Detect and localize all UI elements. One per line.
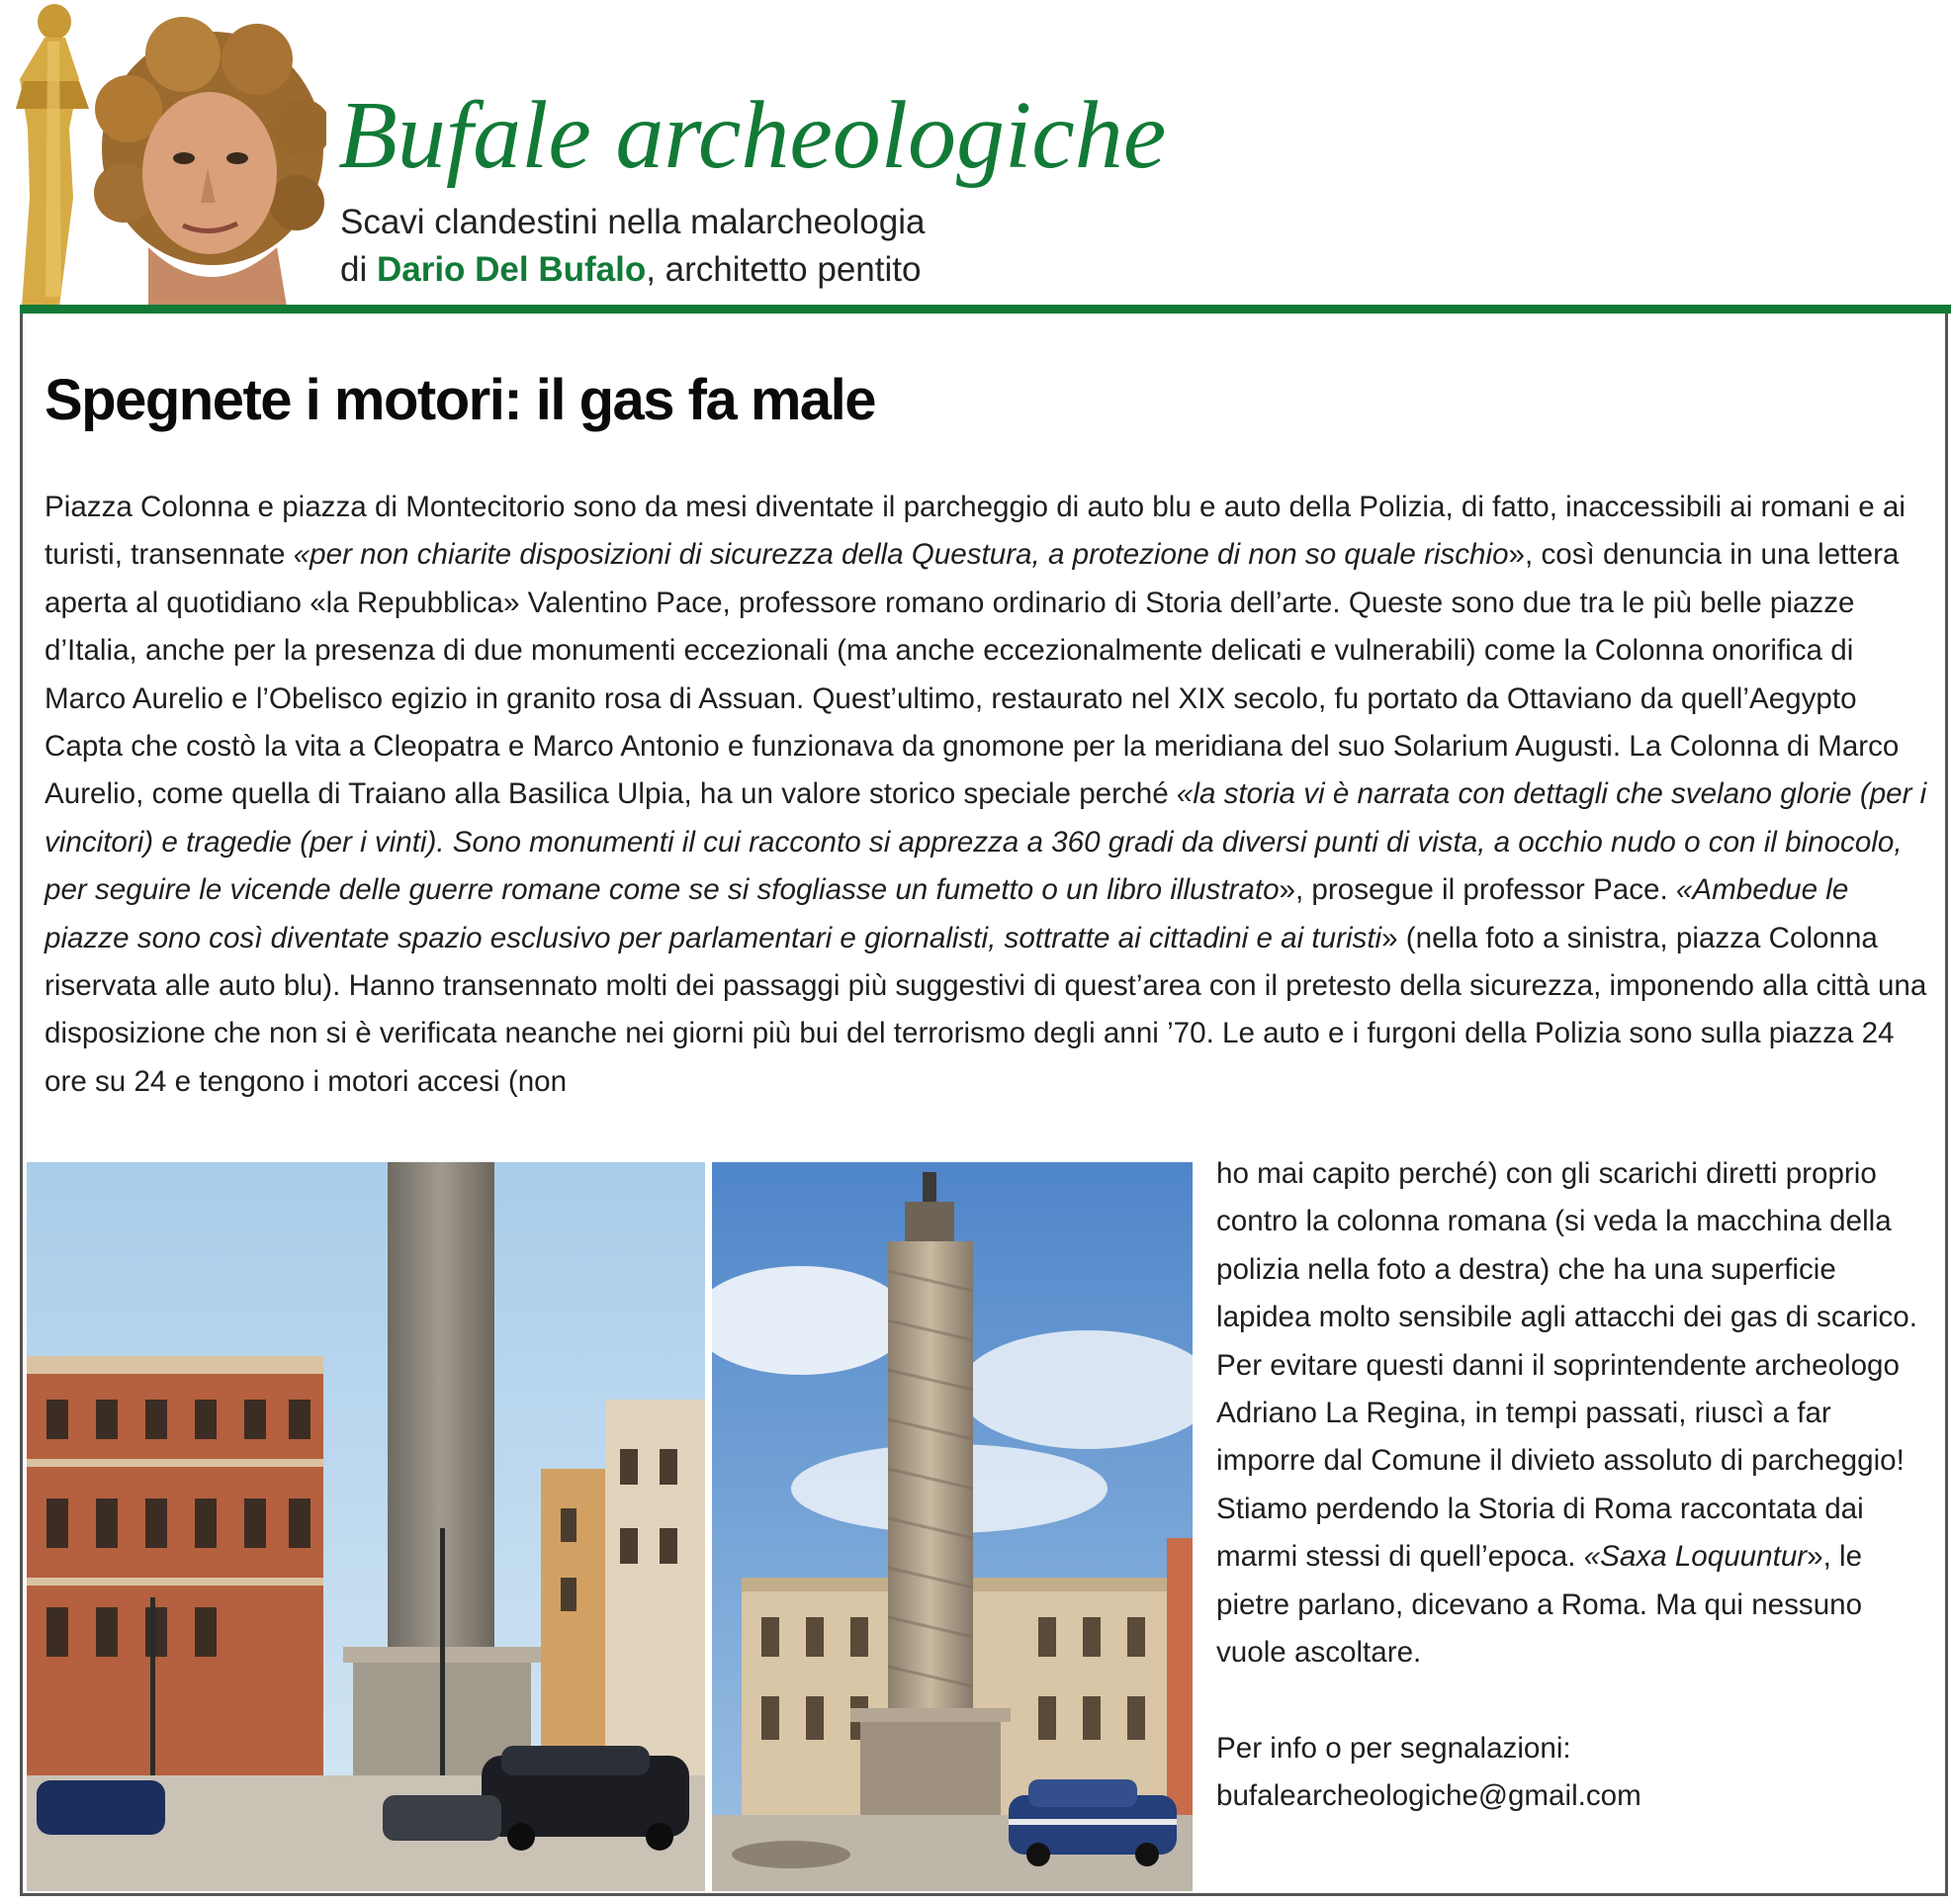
column-header <box>0 0 1951 307</box>
contact-block <box>1216 1725 1928 1821</box>
text-run: », le pietre parlano, dicevano a Roma. Ma qui nessuno vuole ascoltare. <box>1216 1540 1863 1670</box>
side-paragraph <box>1216 1150 1928 1677</box>
contact-label: Per info o per segnalazioni: <box>1216 1731 1571 1765</box>
header-divider <box>20 305 1951 314</box>
article-headline: Spegnete i motori: il gas fa male <box>44 368 876 432</box>
photo-piazza-colonna-cars <box>27 1162 705 1891</box>
contact-email[interactable]: bufalearcheologiche@gmail.com <box>1216 1779 1641 1813</box>
byline <box>340 246 925 294</box>
column-title: Bufale archeologiche <box>338 82 1167 189</box>
byline-prefix: di <box>340 250 377 289</box>
top-paragraph <box>44 484 1928 1106</box>
text-run: ho mai capito perché) con gli scarichi diretti proprio contro la colonna romana (si veda la macchina della polizia nella foto a destra) che ha una superficie lapidea molto sensibile agli attacchi dei gas di scarico. Per evitare questi danni il soprintendente archeologo Adriano La Regina, in tempi passati, riuscì a far imporre dal Comune il divieto assoluto di parcheggio! Stiamo perdendo la Storia di Roma raccontata dai marmi stessi di quell’epoca. <box>1216 1157 1917 1574</box>
photo-column-police-car <box>712 1162 1193 1891</box>
article-body-top <box>44 484 1928 1106</box>
text-run: », così denuncia in una lettera aperta al quotidiano «la Repubblica» Valentino Pace, professore romano ordinario di Storia dell’arte. Queste sono due tra le più belle piazze d’Italia, anche per la presenza di due monumenti eccezionali (ma anche eccezionalmente delicati e vulnerabili) come la Colonna onorifica di Marco Aurelio e l’Obelisco egizio in granito rosa di Assuan. Quest’ultimo, restaurato nel XIX secolo, fu portato da Ottaviano da quell’Aegypto Capta che costò la vita a Cleopatra e Marco Antonio e funzionava da gnomone per la meridiana del suo Solarium Augusti. La Colonna di Marco Aurelio, come quella di Traiano alla Basilica Ulpia, ha un valore storico speciale perché <box>44 538 1900 811</box>
quote-run: «Ambedue le piazze sono così diventate spazio esclusivo per parlamentari e giornalisti, sottratte ai cittadini e ai turisti <box>44 873 1849 954</box>
quote-run: «Saxa Loquuntur <box>1583 1540 1808 1574</box>
columnist-portrait-with-statuette <box>0 0 326 307</box>
paragraph-spacer <box>1216 1677 1928 1724</box>
quote-run: «per non chiarite disposizioni di sicurezza della Questura, a protezione di non so quale rischio <box>293 538 1509 572</box>
article-body-side <box>1216 1150 1928 1821</box>
byline-suffix: , architetto pentito <box>646 250 922 289</box>
column-subtitle-block <box>340 199 925 294</box>
text-run: Piazza Colonna e piazza di Montecitorio sono da mesi diventate il parcheggio di auto blu e auto della Polizia, di fatto, inaccessibili ai romani e ai turisti, transennate <box>44 491 1906 572</box>
column-subtitle: Scavi clandestini nella malarcheologia <box>340 203 926 241</box>
quote-run: «la storia vi è narrata con dettagli che svelano glorie (per i vincitori) e tragedie (per i vinti). Sono monumenti il cui racconto si apprezza a 360 gradi da diversi punti di vista, a occhio nudo o con il binocolo, per seguire le vicende delle guerre romane come se si sfogliasse un fumetto o un libro illustrato <box>44 777 1927 907</box>
text-run: » (nella foto a sinistra, piazza Colonna riservata alle auto blu). Hanno transennato molti dei passaggi più suggestivi di quest’area con il pretesto della sicurezza, imponendo alla città una disposizione che non si è verificata neanche nei giorni più bui del terrorismo degli anni ’70. Le auto e i furgoni della Polizia sono sulla piazza 24 ore su 24 e tengono i motori accesi (non <box>44 921 1927 1098</box>
author-name: Dario Del Bufalo <box>376 250 647 289</box>
text-run: », prosegue il professor Pace. <box>1279 873 1676 907</box>
